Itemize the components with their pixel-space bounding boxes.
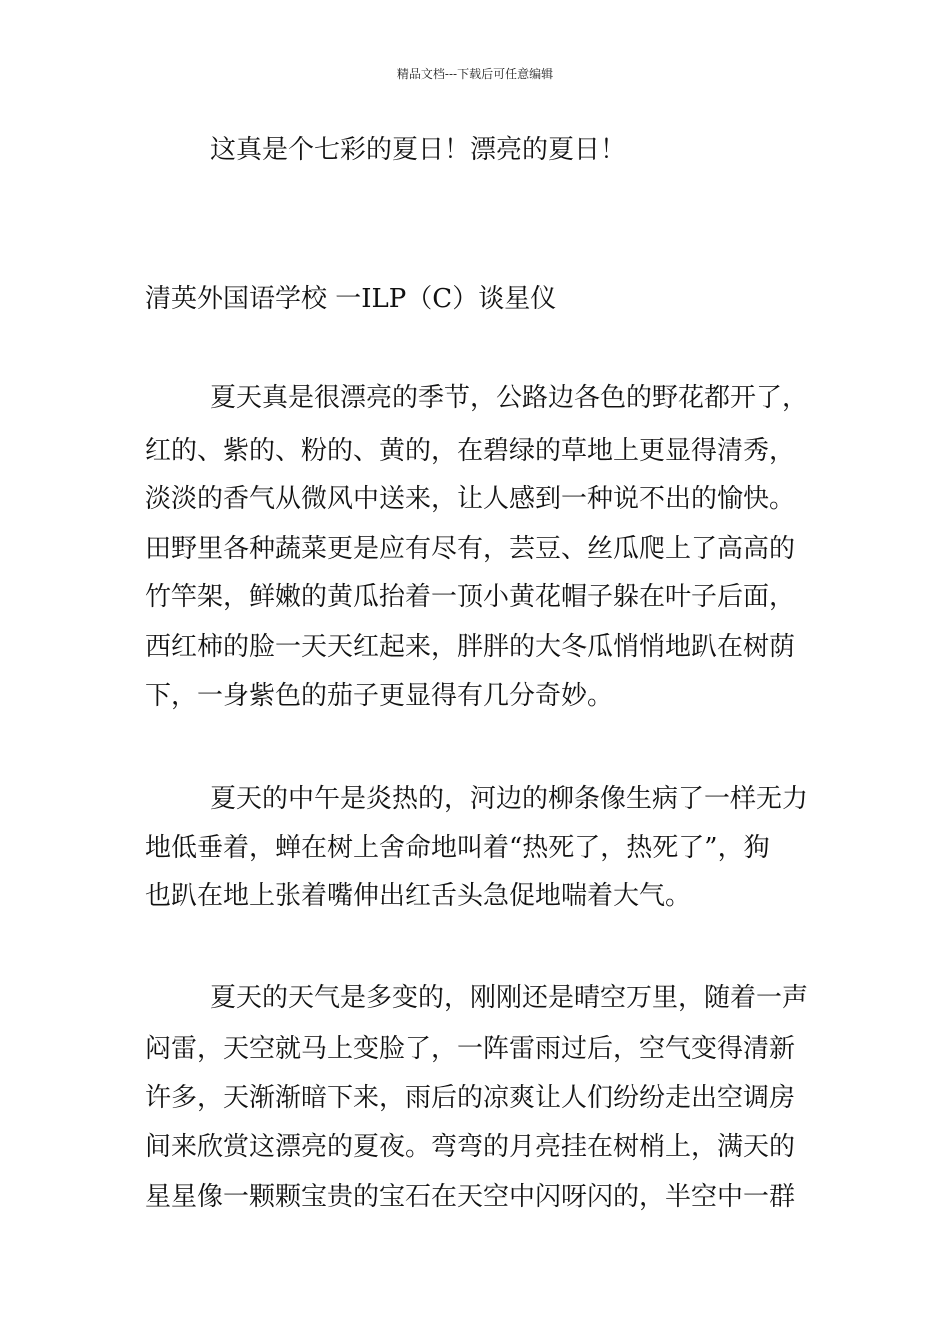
paragraph-3-line-3: 许多，天渐渐暗下来，雨后的凉爽让人们纷纷走出空调房 — [145, 1083, 796, 1113]
paragraph-1-line-4: 田野里各种蔬菜更是应有尽有，芸豆、丝瓜爬上了高高的 — [145, 534, 796, 564]
paragraph-2-line-1: 夏天的中午是炎热的，河边的柳条像生病了一样无力 — [210, 784, 809, 814]
paragraph-1-line-1: 夏天真是很漂亮的季节，公路边各色的野花都开了， — [210, 383, 809, 413]
paragraph-2-line-3: 也趴在地上张着嘴伸出红舌头急促地喘着大气。 — [145, 881, 692, 911]
paragraph-1-line-6: 西红柿的脸一天天红起来，胖胖的大冬瓜悄悄地趴在树荫 — [145, 632, 796, 662]
paragraph-3-line-4: 间来欣赏这漂亮的夏夜。弯弯的月亮挂在树梢上，满天的 — [145, 1132, 796, 1162]
paragraph-1-line-3: 淡淡的香气从微风中送来，让人感到一种说不出的愉快。 — [145, 484, 796, 514]
opening-line: 这真是个七彩的夏日！漂亮的夏日！ — [210, 135, 627, 165]
page-header: 精品文档---下载后可任意编辑 — [396, 67, 554, 81]
paragraph-1-line-5: 竹竿架，鲜嫩的黄瓜抬着一顶小黄花帽子躲在叶子后面， — [145, 582, 796, 612]
paragraph-3-line-2: 闷雷，天空就马上变脸了，一阵雷雨过后，空气变得清新 — [145, 1034, 796, 1064]
paragraph-3-line-5: 星星像一颗颗宝贵的宝石在天空中闪呀闪的，半空中一群 — [145, 1182, 796, 1212]
paragraph-1-line-7: 下，一身紫色的茄子更显得有几分奇妙。 — [145, 681, 614, 711]
paragraph-1-line-2: 红的、紫的、粉的、黄的，在碧绿的草地上更显得清秀， — [145, 436, 796, 466]
paragraph-2-line-2: 地低垂着，蝉在树上舍命地叫着“热死了，热死了”，狗 — [145, 833, 770, 863]
paragraph-3-line-1: 夏天的天气是多变的，刚刚还是晴空万里，随着一声 — [210, 983, 809, 1013]
author-line: 清英外国语学校 一ILP（C）谈星仪 — [145, 284, 557, 314]
